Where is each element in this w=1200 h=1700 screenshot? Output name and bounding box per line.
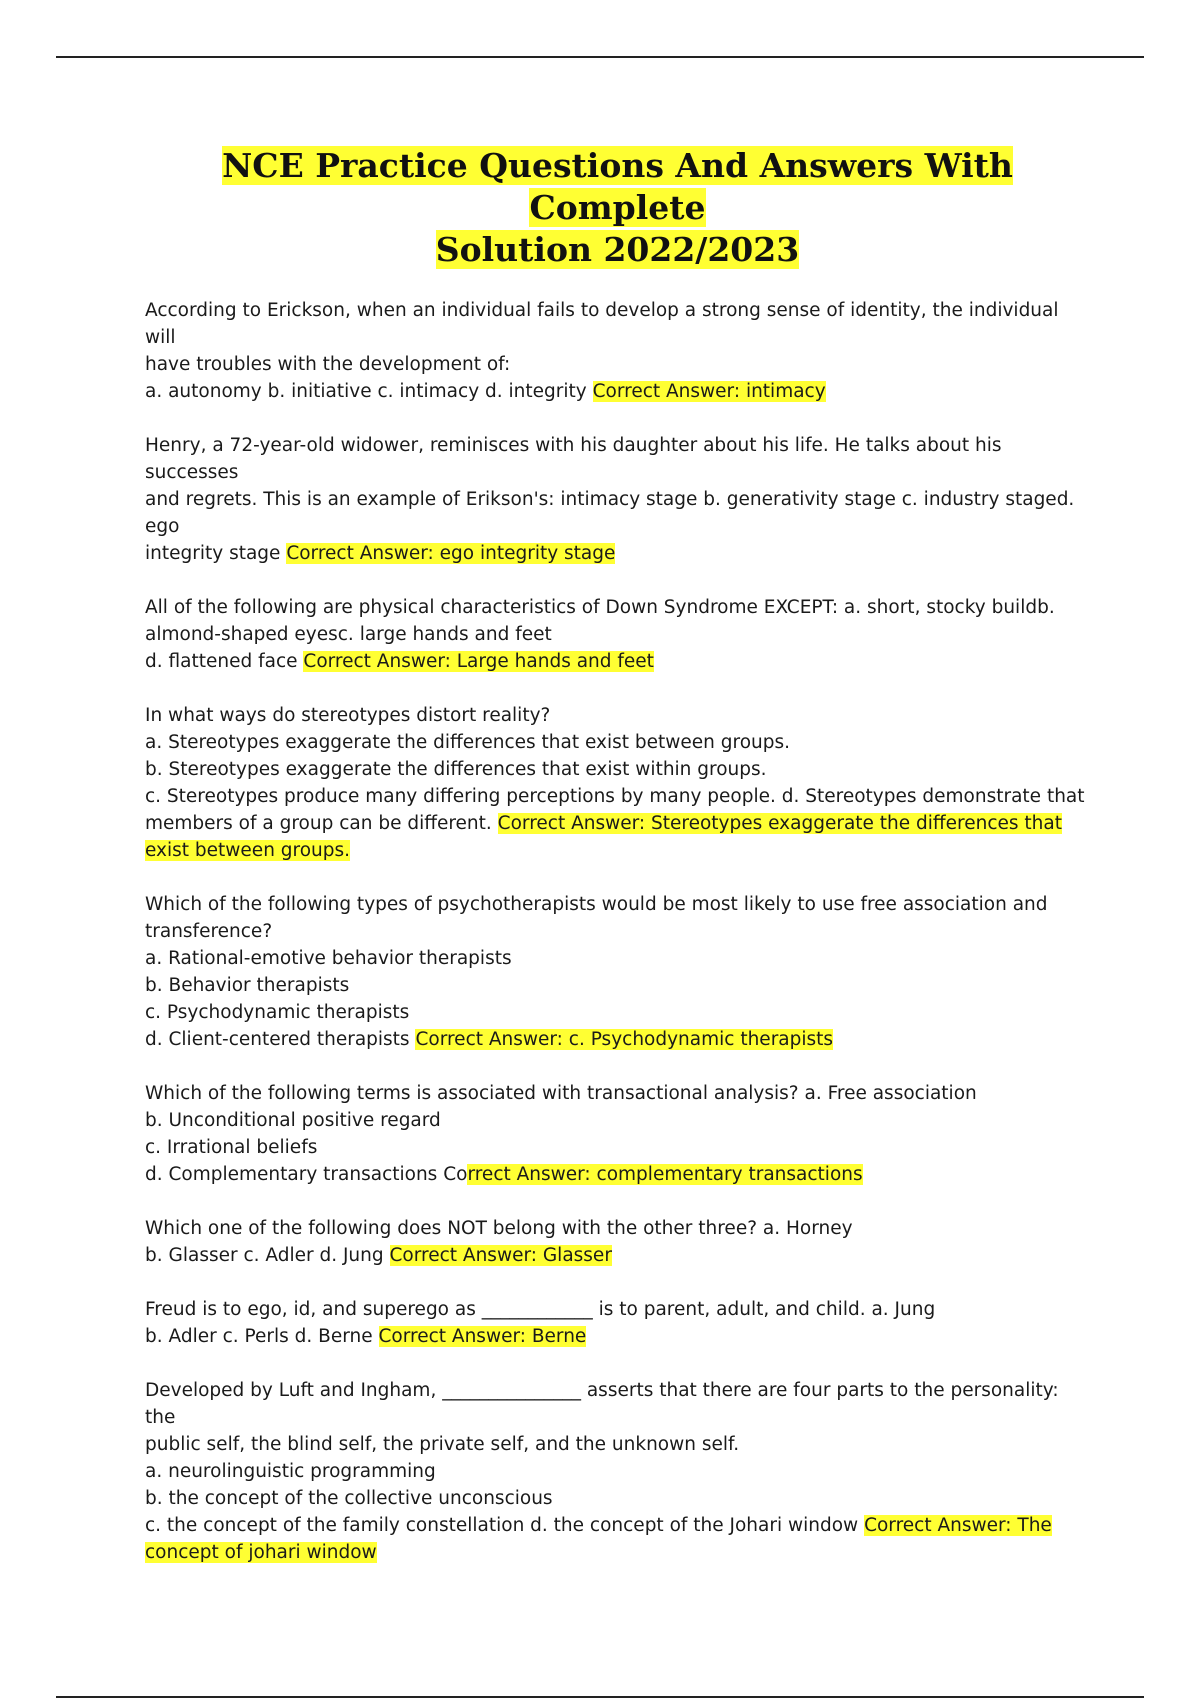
question-text-line: and regrets. This is an example of Erikson's: intimacy stage b. generativity stage c. industry staged. ego bbox=[145, 489, 1075, 537]
correct-answer-highlight: Correct Answer: Glasser bbox=[389, 1245, 612, 1266]
question-block bbox=[145, 297, 1090, 405]
question-block bbox=[145, 1080, 1090, 1188]
question-final-line: b. Adler c. Perls d. Berne bbox=[145, 1326, 379, 1347]
question-text-line: c. Stereotypes produce many differing perceptions by many people. d. Stereotypes demonstrate that bbox=[145, 786, 1085, 807]
header-rule bbox=[56, 56, 1144, 58]
question-text-line: public self, the blind self, the private self, and the unknown self. bbox=[145, 1434, 740, 1455]
question-block bbox=[145, 1296, 1090, 1350]
question-text-line: Henry, a 72-year-old widower, reminisces with his daughter about his life. He talks about his successes bbox=[145, 435, 1002, 483]
question-text-line: b. Stereotypes exaggerate the differences that exist within groups. bbox=[145, 759, 767, 780]
question-text-line: c. Psychodynamic therapists bbox=[145, 1002, 410, 1023]
title-line-2: Solution 2022/2023 bbox=[435, 230, 800, 269]
correct-answer-highlight: Correct Answer: Berne bbox=[378, 1326, 587, 1347]
question-final-line: d. Complementary transactions Co bbox=[145, 1164, 468, 1185]
question-block bbox=[145, 1377, 1090, 1566]
question-text-line: In what ways do stereotypes distort reality? bbox=[145, 705, 551, 726]
correct-answer-highlight: Correct Answer: intimacy bbox=[592, 381, 826, 402]
question-text-line: Which one of the following does NOT belong with the other three? a. Horney bbox=[145, 1218, 853, 1239]
correct-answer-highlight: Correct Answer: The concept of johari window bbox=[145, 1515, 1052, 1563]
question-text-line: b. Behavior therapists bbox=[145, 975, 350, 996]
question-final-line: integrity stage bbox=[145, 543, 287, 564]
question-block bbox=[145, 432, 1090, 567]
question-list bbox=[145, 297, 1090, 1566]
question-text-line: Which of the following types of psychotherapists would be most likely to use free association and bbox=[145, 894, 1048, 915]
question-text-line: have troubles with the development of: bbox=[145, 354, 511, 375]
correct-answer-highlight: Correct Answer: ego integrity stage bbox=[286, 543, 616, 564]
question-text-line: Developed by Luft and Ingham, _______________ asserts that there are four parts to the personality: the bbox=[145, 1380, 1059, 1428]
question-text-line: a. neurolinguistic programming bbox=[145, 1461, 436, 1482]
question-block bbox=[145, 891, 1090, 1053]
document-body bbox=[145, 145, 1090, 1593]
question-final-line: c. the concept of the family constellation d. the concept of the Johari window bbox=[145, 1515, 865, 1536]
question-text-line: All of the following are physical characteristics of Down Syndrome EXCEPT: a. short, stocky buildb. bbox=[145, 597, 1055, 618]
question-block bbox=[145, 1215, 1090, 1269]
title-line-1: NCE Practice Questions And Answers With Complete bbox=[222, 146, 1013, 227]
footer-rule bbox=[56, 1696, 1144, 1698]
question-final-line: members of a group can be different. bbox=[145, 813, 498, 834]
question-final-line: d. Client-centered therapists bbox=[145, 1029, 416, 1050]
question-text-line: According to Erickson, when an individual fails to develop a strong sense of identity, the individual will bbox=[145, 300, 1059, 348]
document-title bbox=[145, 145, 1090, 271]
question-final-line: a. autonomy b. initiative c. intimacy d. integrity bbox=[145, 381, 593, 402]
question-final-line: b. Glasser c. Adler d. Jung bbox=[145, 1245, 390, 1266]
question-text-line: a. Rational-emotive behavior therapists bbox=[145, 948, 512, 969]
question-final-line: d. flattened face bbox=[145, 651, 304, 672]
question-block bbox=[145, 702, 1090, 864]
question-text-line: Freud is to ego, id, and superego as ____________ is to parent, adult, and child. a. Jung bbox=[145, 1299, 936, 1320]
question-text-line: c. Irrational beliefs bbox=[145, 1137, 318, 1158]
correct-answer-highlight: rrect Answer: complementary transactions bbox=[467, 1164, 863, 1185]
correct-answer-highlight: Correct Answer: c. Psychodynamic therapists bbox=[415, 1029, 834, 1050]
question-text-line: b. Unconditional positive regard bbox=[145, 1110, 441, 1131]
correct-answer-highlight: Correct Answer: Stereotypes exaggerate the differences that exist between groups. bbox=[145, 813, 1062, 861]
question-text-line: Which of the following terms is associated with transactional analysis? a. Free association bbox=[145, 1083, 977, 1104]
question-text-line: transference? bbox=[145, 921, 273, 942]
question-text-line: b. the concept of the collective unconscious bbox=[145, 1488, 553, 1509]
question-block bbox=[145, 594, 1090, 675]
question-text-line: a. Stereotypes exaggerate the differences that exist between groups. bbox=[145, 732, 791, 753]
question-text-line: almond-shaped eyesc. large hands and feet bbox=[145, 624, 552, 645]
correct-answer-highlight: Correct Answer: Large hands and feet bbox=[303, 651, 654, 672]
